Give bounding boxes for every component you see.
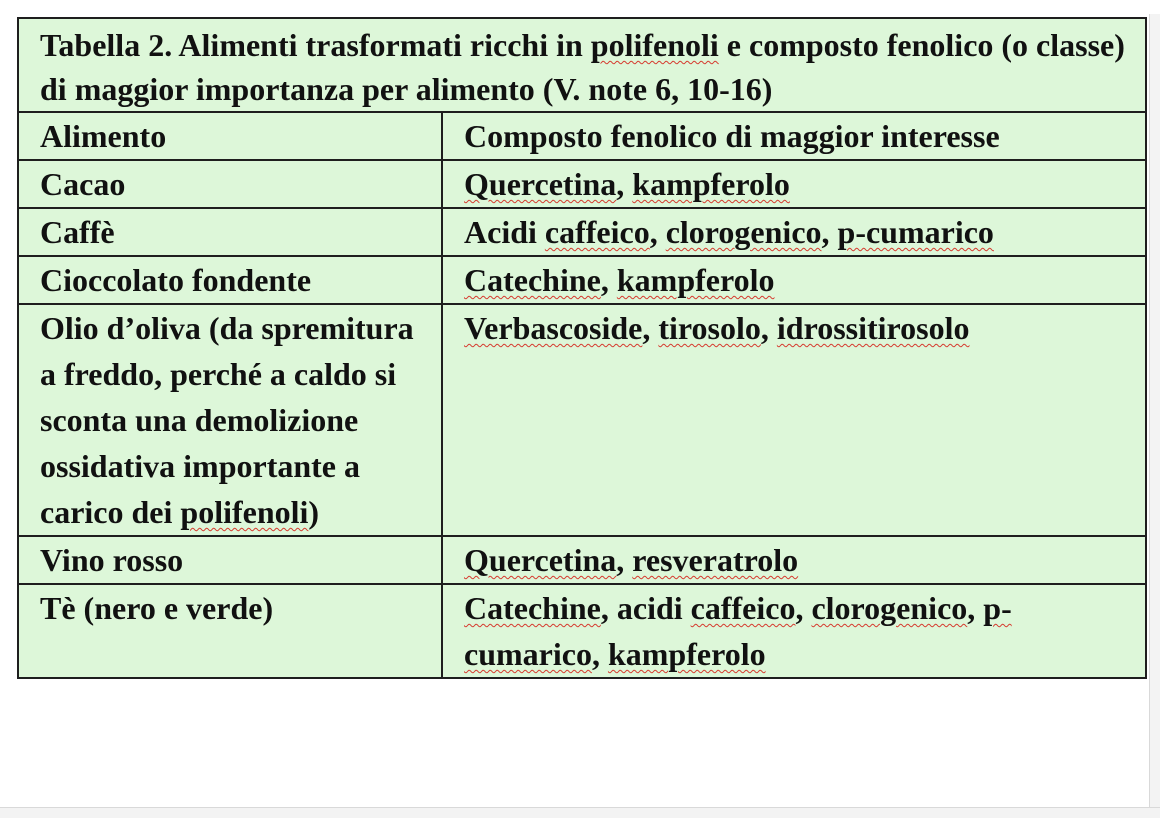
page-right-edge [1149, 14, 1160, 808]
food-cell[interactable] [18, 536, 442, 584]
page-top-margin [0, 0, 1160, 14]
food-cell[interactable] [18, 304, 442, 536]
compound-separator: , [821, 214, 838, 250]
compound-separator: , [649, 214, 666, 250]
compound-flagged-word[interactable]: resveratrolo [632, 542, 799, 578]
compound-separator: , [642, 310, 659, 346]
compound-flagged-word[interactable]: Quercetina [464, 166, 617, 202]
header-cell-food[interactable]: Alimento [18, 112, 442, 160]
compound-flagged-word[interactable]: Quercetina [464, 542, 617, 578]
food-name: Tè (nero e verde) [40, 590, 274, 626]
food-name-end: ) [308, 494, 320, 530]
compound-separator: , [600, 262, 617, 298]
compound-separator: , [760, 310, 777, 346]
compound-flagged-word[interactable]: clorogenico [811, 590, 968, 626]
caption-flagged-word[interactable]: polifenoli [590, 27, 719, 63]
compound-flagged-word[interactable]: Catechine [464, 262, 601, 298]
compound-flagged-word[interactable]: Catechine [464, 590, 601, 626]
compound-separator: , [795, 590, 812, 626]
food-flagged-word[interactable]: polifenoli [180, 494, 309, 530]
food-cell[interactable] [18, 584, 442, 678]
food-name: Caffè [40, 214, 115, 250]
compound-flagged-word[interactable]: Verbascoside [464, 310, 643, 346]
compound-cell[interactable] [442, 160, 1146, 208]
food-cell[interactable] [18, 256, 442, 304]
food-name: Cacao [40, 166, 126, 202]
page-bottom-edge [0, 807, 1160, 818]
table-row [18, 536, 1146, 584]
compound-flagged-word[interactable]: idrossitirosolo [776, 310, 970, 346]
food-cell[interactable] [18, 160, 442, 208]
compound-flagged-word[interactable]: p-cumarico [837, 214, 994, 250]
compound-flagged-word[interactable]: clorogenico [665, 214, 822, 250]
table-caption-row [18, 18, 1146, 112]
compound-flagged-word[interactable]: caffeico [544, 214, 650, 250]
table-header-row [18, 112, 1146, 160]
compound-flagged-word[interactable]: tirosolo [658, 310, 761, 346]
compound-separator: , acidi [600, 590, 691, 626]
compound-cell[interactable] [442, 304, 1146, 536]
compound-separator: , [967, 590, 984, 626]
compound-separator: , [616, 166, 633, 202]
caption-text-after: e composto fenolico (o classe) di maggior importanza per alimento (V. note 6, 10-16) [40, 27, 1125, 107]
table-row [18, 584, 1146, 678]
compound-flagged-word[interactable]: kampferolo [616, 262, 775, 298]
food-polyphenol-table [17, 17, 1147, 679]
table-caption[interactable] [18, 18, 1146, 112]
compound-flagged-word[interactable]: kampferolo [632, 166, 790, 202]
compound-flagged-word[interactable]: kampferolo [607, 636, 766, 672]
compound-flagged-word[interactable]: caffeico [690, 590, 796, 626]
compound-cell[interactable] [442, 256, 1146, 304]
compound-text: Acidi [464, 214, 545, 250]
table-row [18, 208, 1146, 256]
food-name: Vino rosso [40, 542, 184, 578]
food-name: Cioccolato fondente [40, 262, 312, 298]
food-cell[interactable] [18, 208, 442, 256]
compound-separator: , [616, 542, 633, 578]
food-name: Olio d’oliva (da spremitura a freddo, perché a caldo si sconta una demolizione ossidativa importante a carico dei [40, 310, 414, 530]
table-row [18, 256, 1146, 304]
compound-cell[interactable] [442, 584, 1146, 678]
compound-flagged-word[interactable]: p-cumarico [464, 590, 1012, 672]
table-row [18, 304, 1146, 536]
header-cell-compound[interactable]: Composto fenolico di maggior interesse [442, 112, 1146, 160]
compound-cell[interactable] [442, 208, 1146, 256]
compound-separator: , [591, 636, 608, 672]
table-row [18, 160, 1146, 208]
caption-text-before: Tabella 2. Alimenti trasformati ricchi in [40, 27, 591, 63]
compound-cell[interactable] [442, 536, 1146, 584]
